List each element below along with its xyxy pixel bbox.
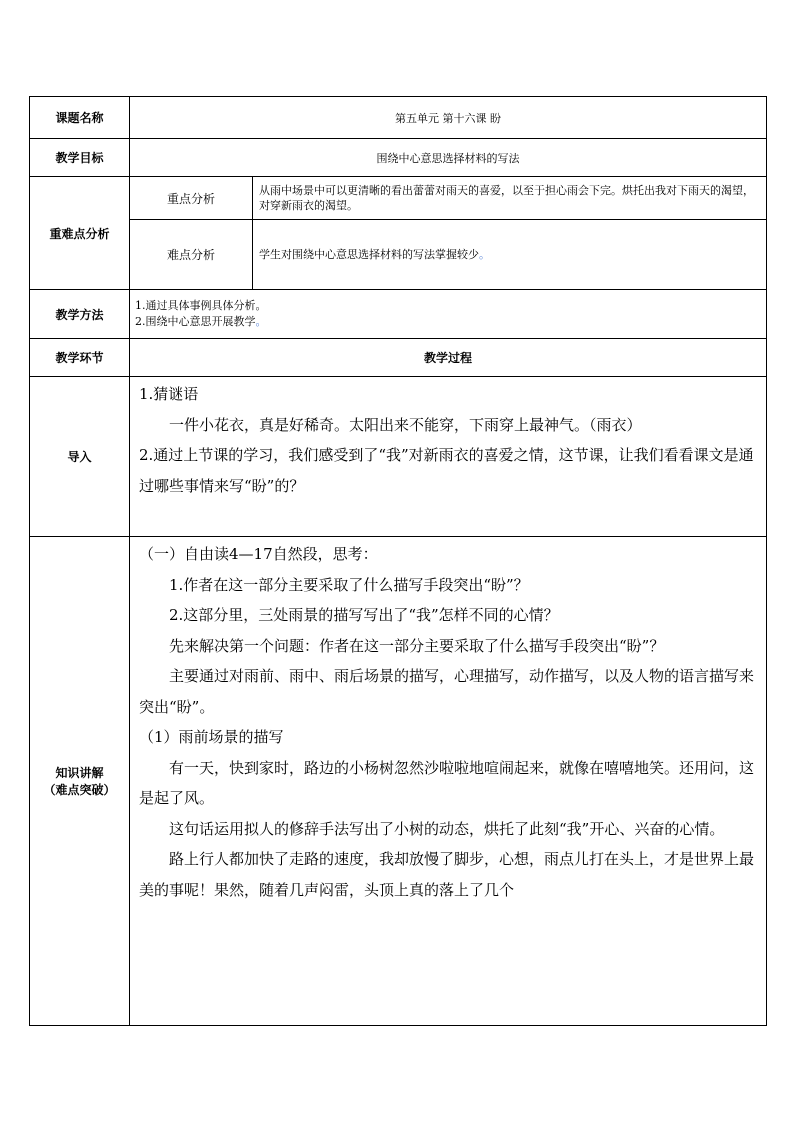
intro-label: 导入	[30, 377, 130, 537]
knowledge-p1: （一）自由读4—17自然段，思考：	[139, 545, 378, 563]
difficulty-label: 重难点分析	[30, 177, 130, 290]
course-label: 课题名称	[30, 97, 130, 139]
course-title: 第五单元 第十六课 盼	[130, 97, 767, 139]
intro-riddle: 一件小花衣，真是好稀奇。太阳出来不能穿，下雨穿上最神气。（雨衣）	[169, 415, 642, 434]
knowledge-label-cell	[30, 537, 130, 1026]
knowledge-p4: 先来解决第一个问题：作者在这一部分主要采取了什么描写手段突出“盼”？	[169, 636, 665, 655]
hard-point-end: 。	[479, 248, 490, 261]
method-line-2-end: 。	[255, 315, 267, 328]
process-header-row	[30, 339, 767, 377]
hard-point-text: 学生对围绕中心意思选择材料的写法掌握较少	[259, 248, 479, 261]
key-point-label: 重点分析	[130, 177, 253, 220]
key-point-text: 从雨中场景中可以更清晰的看出蕾蕾对雨天的喜爱，以至于担心雨会下完。烘托出我对下雨天的渴望，对穿新雨衣的渴望。	[253, 177, 767, 220]
knowledge-p3: 2.这部分里，三处雨景的描写写出了“我”怎样不同的心情？	[169, 606, 559, 624]
method-row	[30, 290, 767, 339]
process-title: 教学过程	[130, 339, 767, 377]
knowledge-p8: 这句话运用拟人的修辞手法写出了小树的动态，烘托了此刻“我”开心、兴奋的心情。	[169, 819, 725, 838]
method-line-2: 2.围绕中心意思开展教学	[135, 315, 256, 328]
knowledge-row	[30, 537, 767, 1026]
method-cell	[130, 290, 767, 339]
knowledge-p5: 主要通过对雨前、雨中、雨后场景的描写，心理描写，动作描写，以及人物的语言描写来突出“盼”。	[139, 667, 755, 716]
intro-content	[130, 377, 767, 537]
knowledge-label-sub: （难点突破）	[43, 783, 116, 797]
method-label: 教学方法	[30, 290, 130, 339]
knowledge-p2: 1.作者在这一部分主要采取了什么描写手段突出“盼”？	[169, 575, 529, 594]
hard-point-row	[30, 220, 767, 290]
knowledge-p6: （1）雨前场景的描写	[139, 728, 284, 746]
method-line-2-wrap	[135, 314, 761, 330]
key-point-row	[30, 177, 767, 220]
knowledge-p7: 有一天，快到家时，路边的小杨树忽然沙啦啦地喧闹起来，就像在嘻嘻地笑。还用问，这是起了风。	[139, 758, 755, 807]
intro-row	[30, 377, 767, 537]
knowledge-label: 知识讲解	[55, 766, 104, 780]
hard-point-cell	[253, 220, 767, 290]
objective-label: 教学目标	[30, 139, 130, 177]
objective-row	[30, 139, 767, 177]
method-line-1: 1.通过具体事例具体分析。	[135, 299, 267, 312]
objective-text: 围绕中心意思选择材料的写法	[130, 139, 767, 177]
process-stage-label: 教学环节	[30, 339, 130, 377]
intro-line-2: 2.通过上节课的学习，我们感受到了“我”对新雨衣的喜爱之情，这节课，让我们看看课文是通过哪些事情来写“盼”的？	[139, 446, 754, 495]
knowledge-p9: 路上行人都加快了走路的速度，我却放慢了脚步，心想，雨点儿打在头上，才是世界上最美的事呢！果然，随着几声闷雷，头顶上真的落上了几个	[139, 850, 755, 899]
knowledge-content	[130, 537, 767, 1026]
lesson-plan-table	[29, 96, 767, 1026]
course-row	[30, 97, 767, 139]
intro-line-1: 1.猜谜语	[139, 385, 199, 403]
hard-point-label: 难点分析	[130, 220, 253, 290]
